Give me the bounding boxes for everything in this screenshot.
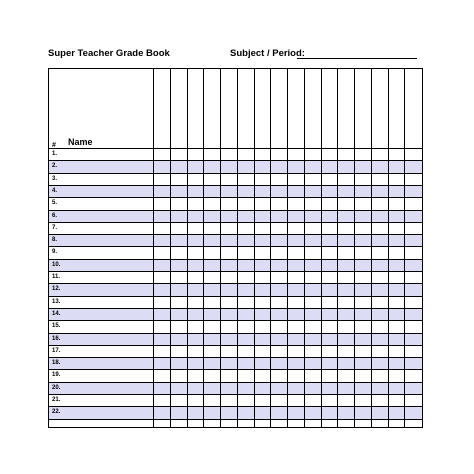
grade-column-divider <box>254 69 255 427</box>
grade-column-divider <box>354 69 355 427</box>
page-title: Super Teacher Grade Book <box>48 48 170 59</box>
table-row <box>49 222 422 234</box>
table-row <box>49 345 422 357</box>
row-number: 15. <box>52 323 61 330</box>
table-row <box>49 173 422 185</box>
grade-column-divider <box>404 69 405 427</box>
grade-column-divider <box>388 69 389 427</box>
table-row <box>49 197 422 209</box>
row-number: 16. <box>52 335 61 342</box>
table-row <box>49 185 422 197</box>
table-row <box>49 296 422 308</box>
table-row-end <box>49 419 422 420</box>
grade-column-divider <box>287 69 288 427</box>
grade-column-divider <box>203 69 204 427</box>
table-row <box>49 259 422 271</box>
table-row <box>49 148 422 160</box>
row-number: 1. <box>52 151 58 157</box>
table-row <box>49 283 422 295</box>
row-number: 2. <box>52 163 58 170</box>
row-number: 20. <box>52 384 61 391</box>
grade-column-divider <box>153 69 154 427</box>
row-number: 21. <box>52 397 61 403</box>
table-row <box>49 369 422 381</box>
row-number: 17. <box>52 347 61 354</box>
name-column-header: Name <box>68 137 93 147</box>
row-number: 19. <box>52 372 61 379</box>
row-number: 8. <box>52 237 58 244</box>
subject-period-blank <box>297 58 417 59</box>
row-number: 4. <box>52 187 58 194</box>
row-number: 12. <box>52 286 61 293</box>
table-row <box>49 382 422 394</box>
grade-column-divider <box>304 69 305 427</box>
grade-column-divider <box>270 69 271 427</box>
table-row <box>49 160 422 172</box>
row-number: 9. <box>52 249 58 256</box>
grade-column-divider <box>337 69 338 427</box>
row-number: 5. <box>52 200 58 207</box>
grade-column-divider <box>220 69 221 427</box>
row-number: 11. <box>52 274 61 280</box>
table-row <box>49 271 422 283</box>
grade-column-divider <box>371 69 372 427</box>
table-row <box>49 234 422 246</box>
table-row <box>49 394 422 406</box>
table-row <box>49 320 422 332</box>
subject-period-label: Subject / Period: <box>230 48 305 59</box>
row-number: 14. <box>52 310 61 317</box>
row-number: 22. <box>52 409 61 416</box>
grade-column-divider <box>237 69 238 427</box>
grade-column-divider <box>187 69 188 427</box>
row-number: 3. <box>52 175 58 182</box>
grade-table <box>48 68 423 428</box>
table-row <box>49 210 422 222</box>
table-row <box>49 333 422 345</box>
row-number: 7. <box>52 224 58 231</box>
number-column-header: # <box>52 142 56 149</box>
table-row <box>49 357 422 369</box>
row-number: 6. <box>52 212 58 219</box>
table-row <box>49 406 422 418</box>
table-row <box>49 246 422 258</box>
grade-column-divider <box>170 69 171 427</box>
table-row <box>49 308 422 320</box>
row-number: 18. <box>52 360 61 367</box>
row-number: 10. <box>52 261 61 268</box>
grade-column-divider <box>321 69 322 427</box>
row-number: 13. <box>52 298 61 305</box>
